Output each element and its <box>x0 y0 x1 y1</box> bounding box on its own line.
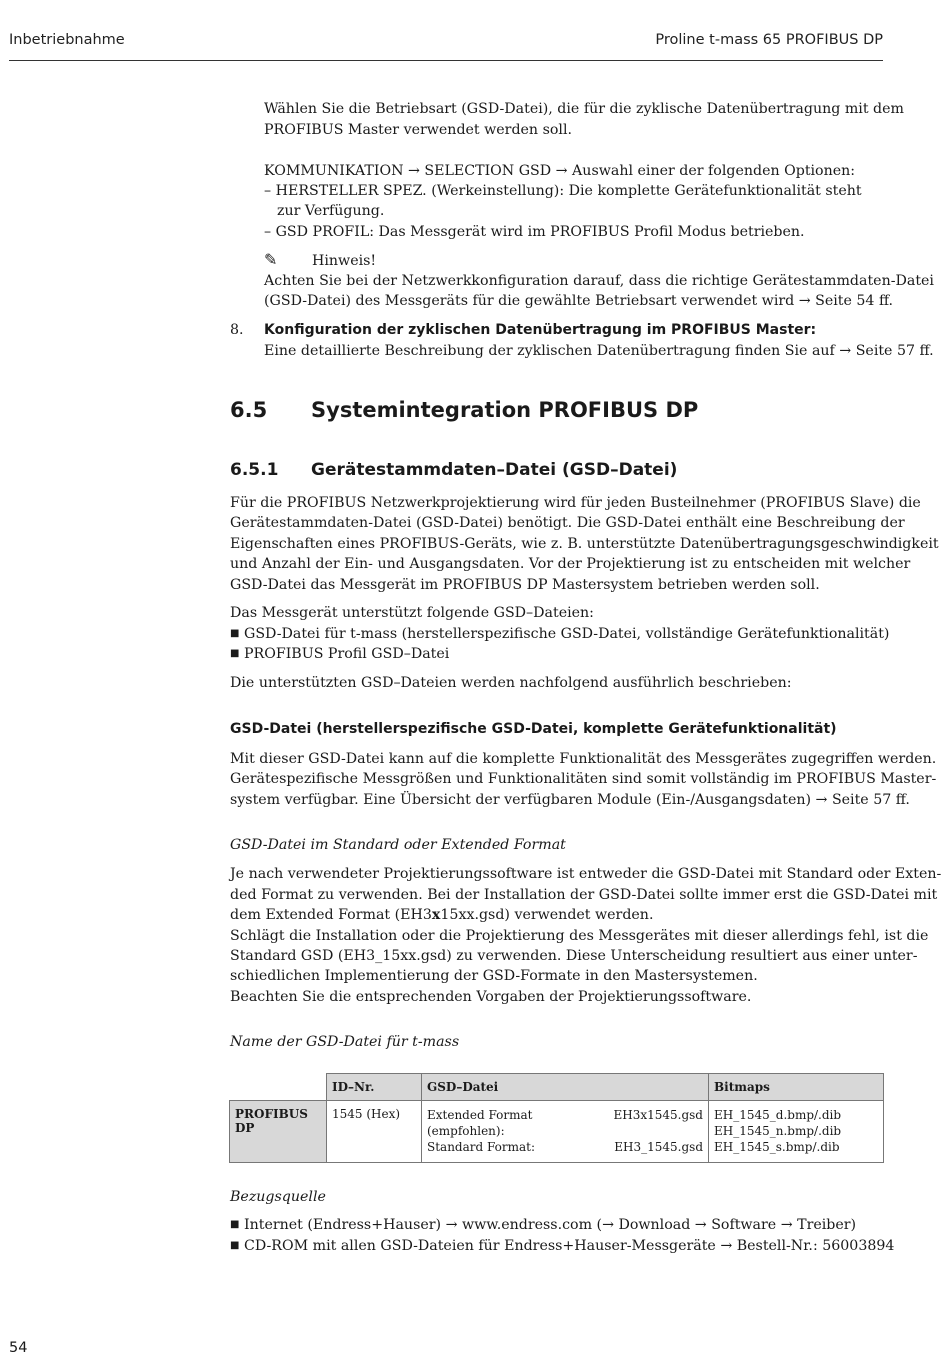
note-line-1: Achten Sie bei der Netzwerkkonfiguration darauf, dass die richtige Gerätestammdaten-Datei <box>264 273 934 289</box>
gsd-table <box>229 1073 884 1163</box>
body-paragraph-line: Eigenschaften eines PROFIBUS-Geräts, wie z. B. unterstützte Datenübertragungsgeschwindigkeit <box>230 536 939 552</box>
list-item: ■ PROFIBUS Profil GSD–Datei <box>230 644 449 666</box>
body-paragraph-line: und Anzahl der Ein- und Ausgangsdaten. Vor der Projektierung ist zu entscheiden mit welcher <box>230 556 911 572</box>
body-paragraph-line: Schlägt die Installation oder die Projektierung des Messgerätes mit dieser allerdings fehl, ist die <box>230 928 929 944</box>
intro-line-2: PROFIBUS Master verwendet werden soll. <box>264 122 572 138</box>
subsection-title: Gerätestammdaten–Datei (GSD–Datei) <box>311 460 678 480</box>
description-intro: Die unterstützten GSD–Dateien werden nachfolgend ausführlich beschrieben: <box>230 675 792 691</box>
note-heading <box>264 250 376 271</box>
table-header: GSD–Datei <box>422 1074 709 1101</box>
header-rule <box>9 60 883 61</box>
intro-line-1: Wählen Sie die Betriebsart (GSD-Datei), die für die zyklische Datenübertragung mit dem <box>264 101 904 117</box>
running-header-right: Proline t-mass 65 PROFIBUS DP <box>655 32 883 48</box>
option-gsd-profil: – GSD PROFIL: Das Messgerät wird im PROFIBUS Profil Modus betrieben. <box>264 224 805 240</box>
table-cell-id: 1545 (Hex) <box>327 1101 422 1163</box>
bitmap-file: EH_1545_d.bmp/.dib <box>714 1108 842 1122</box>
format-subheading: GSD-Datei im Standard oder Extended Format <box>230 837 566 853</box>
source-subheading: Bezugsquelle <box>230 1189 326 1205</box>
text-run: dem Extended Format (EH3 <box>230 907 432 923</box>
gsd-heading: GSD-Datei (herstellerspezifische GSD-Datei, komplette Gerätefunktionalität) <box>230 721 837 737</box>
table-caption: Name der GSD-Datei für t-mass <box>230 1034 460 1050</box>
format-line <box>427 1107 703 1139</box>
bitmap-file: EH_1545_s.bmp/.dib <box>714 1140 840 1154</box>
note-title: Hinweis! <box>312 253 377 269</box>
list-item: ■ Internet (Endress+Hauser) → www.endress.com (→ Download → Software → Treiber) <box>230 1215 856 1237</box>
list-item: ■ CD-ROM mit allen GSD-Dateien für Endress+Hauser-Messgeräte → Bestell-Nr.: 56003894 <box>230 1236 894 1258</box>
table-row-header: PROFIBUS DP <box>230 1101 327 1163</box>
section-title: Systemintegration PROFIBUS DP <box>311 398 699 422</box>
body-paragraph-line: Je nach verwendeter Projektierungssoftware ist entweder die GSD-Datei mit Standard oder Exten- <box>230 866 942 882</box>
body-paragraph-line: Für die PROFIBUS Netzwerkprojektierung wird für jeden Busteilnehmer (PROFIBUS Slave) die <box>230 495 921 511</box>
table-row <box>230 1101 884 1163</box>
format-file: EH3_1545.gsd <box>614 1140 703 1154</box>
table-header-row <box>230 1074 884 1101</box>
format-line <box>427 1139 703 1155</box>
subsection-heading <box>230 460 677 480</box>
section-number: 6.5 <box>230 398 268 422</box>
step-number: 8. <box>230 322 244 338</box>
table-corner <box>230 1074 327 1101</box>
text-run: 15xx.gsd) verwendet werden. <box>440 907 654 923</box>
table-cell-bitmaps <box>709 1101 884 1163</box>
step-title: Konfiguration der zyklischen Datenübertragung im PROFIBUS Master: <box>264 322 817 338</box>
body-paragraph-line: system verfügbar. Eine Übersicht der verfügbaren Module (Ein-/Ausgangsdaten) → Seite 57 ff. <box>230 792 910 808</box>
body-paragraph-line: Gerätespezifische Messgrößen und Funktionalitäten sind somit vollständig im PROFIBUS Master- <box>230 771 937 787</box>
table-header: Bitmaps <box>709 1074 884 1101</box>
note-line-2: (GSD-Datei) des Messgeräts für die gewählte Betriebsart verwendet wird → Seite 54 ff. <box>264 293 894 309</box>
section-heading <box>230 398 698 422</box>
text-run-bold: x <box>431 907 441 923</box>
bitmap-file: EH_1545_n.bmp/.dib <box>714 1124 842 1138</box>
supported-files-intro: Das Messgerät unterstützt folgende GSD–Dateien: <box>230 605 594 621</box>
menu-path: KOMMUNIKATION → SELECTION GSD → Auswahl einer der folgenden Optionen: <box>264 163 856 179</box>
option-hersteller-cont: zur Verfügung. <box>277 203 385 219</box>
table-cell-gsd <box>422 1101 709 1163</box>
body-paragraph-line: GSD-Datei das Messgerät im PROFIBUS DP Mastersystem betrieben werden soll. <box>230 577 820 593</box>
subsection-number: 6.5.1 <box>230 460 279 480</box>
body-paragraph-line: Standard GSD (EH3_15xx.gsd) zu verwenden. Diese Unterscheidung resultiert aus einer unter- <box>230 948 918 964</box>
option-hersteller: – HERSTELLER SPEZ. (Werkeinstellung): Die komplette Gerätefunktionalität steht <box>264 183 862 199</box>
running-header-left: Inbetriebnahme <box>9 32 125 48</box>
format-label: Extended Format (empfohlen): <box>427 1108 533 1138</box>
page-number: 54 <box>9 1340 28 1356</box>
body-paragraph-line: Beachten Sie die entsprechenden Vorgaben der Projektierungssoftware. <box>230 989 752 1005</box>
body-paragraph-line: Gerätestammdaten-Datei (GSD-Datei) benötigt. Die GSD-Datei enthält eine Beschreibung der <box>230 515 905 531</box>
table-header: ID–Nr. <box>327 1074 422 1101</box>
body-paragraph-line: ded Format zu verwenden. Bei der Installation der GSD-Datei sollte immer erst die GSD-Datei mit <box>230 887 938 903</box>
body-paragraph-line <box>230 905 653 925</box>
format-file: EH3x1545.gsd <box>613 1108 703 1122</box>
step-text: Eine detaillierte Beschreibung der zyklischen Datenübertragung finden Sie auf → Seite 57 ff. <box>264 343 934 359</box>
list-item: ■ GSD-Datei für t-mass (herstellerspezifische GSD-Datei, vollständige Gerätefunktionalität) <box>230 624 889 646</box>
body-paragraph-line: Mit dieser GSD-Datei kann auf die komplette Funktionalität des Messgerätes zugegriffen werden. <box>230 751 937 767</box>
format-label: Standard Format: <box>427 1140 536 1154</box>
body-paragraph-line: schiedlichen Implementierung der GSD-Formate in den Mastersystemen. <box>230 968 758 984</box>
pencil-icon: ✎ <box>264 250 278 269</box>
